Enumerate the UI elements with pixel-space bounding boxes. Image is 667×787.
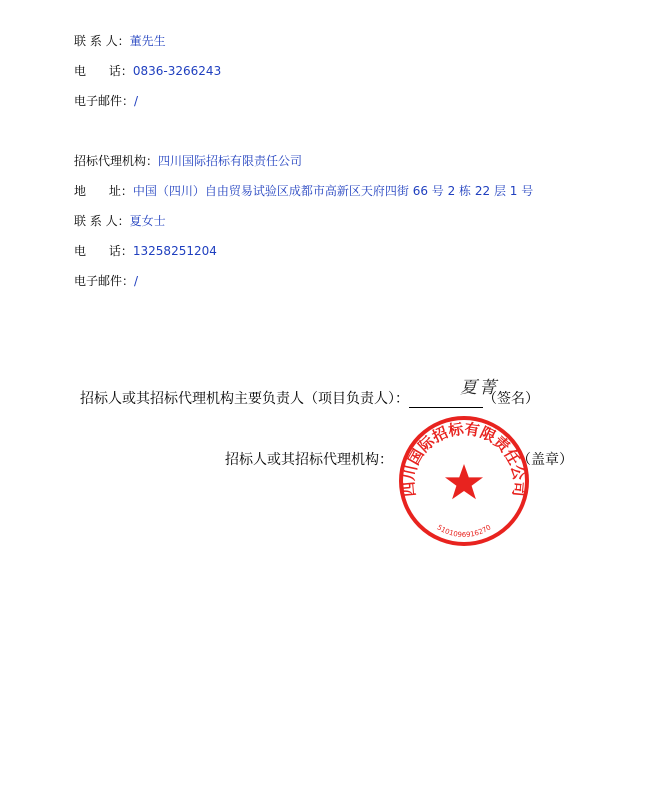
email-row	[74, 93, 138, 109]
stamp-suffix: （盖章）	[517, 452, 573, 468]
phone-label: 电 话：	[74, 64, 133, 78]
agency-phone-row	[74, 243, 217, 259]
phone-row	[74, 63, 221, 79]
address-label: 地 址：	[74, 184, 133, 198]
agency-email-row	[74, 273, 138, 289]
agency-email-value: /	[134, 274, 139, 288]
address-row	[74, 183, 533, 199]
agency-contact-value: 夏女士	[129, 214, 166, 228]
email-value: /	[134, 94, 139, 108]
agency-phone-label: 电 话：	[74, 244, 133, 258]
star-icon	[445, 464, 483, 499]
contact-row	[74, 33, 166, 49]
seal-code-text: 5101096916270	[435, 523, 493, 540]
phone-value: 0836-3266243	[132, 64, 222, 78]
contact-value: 董先生	[129, 34, 166, 48]
agency-contact-row	[74, 213, 166, 229]
agency-value: 四川国际招标有限责任公司	[158, 154, 303, 168]
agency-contact-label: 联 系 人：	[74, 214, 130, 228]
agency-label: 招标代理机构：	[74, 154, 159, 168]
agency-row	[74, 153, 302, 169]
address-value: 中国（四川）自由贸易试验区成都市高新区天府四街 66 号 2 栋 22 层 1 号	[132, 184, 534, 198]
agency-phone-value: 13258251204	[132, 244, 217, 258]
stamp-prefix: 招标人或其招标代理机构：	[225, 452, 393, 468]
handwritten-signature: 夏菁	[460, 378, 498, 398]
signature-suffix: （签名）	[483, 391, 539, 407]
signature-prefix: 招标人或其招标代理机构主要负责人（项目负责人）：	[80, 391, 409, 407]
agency-email-label: 电子邮件：	[74, 274, 135, 288]
email-label: 电子邮件：	[74, 94, 135, 108]
contact-label: 联 系 人：	[74, 34, 130, 48]
seal-company-text: 四川国际招标有限责任公司	[399, 419, 529, 498]
company-seal	[397, 414, 531, 548]
